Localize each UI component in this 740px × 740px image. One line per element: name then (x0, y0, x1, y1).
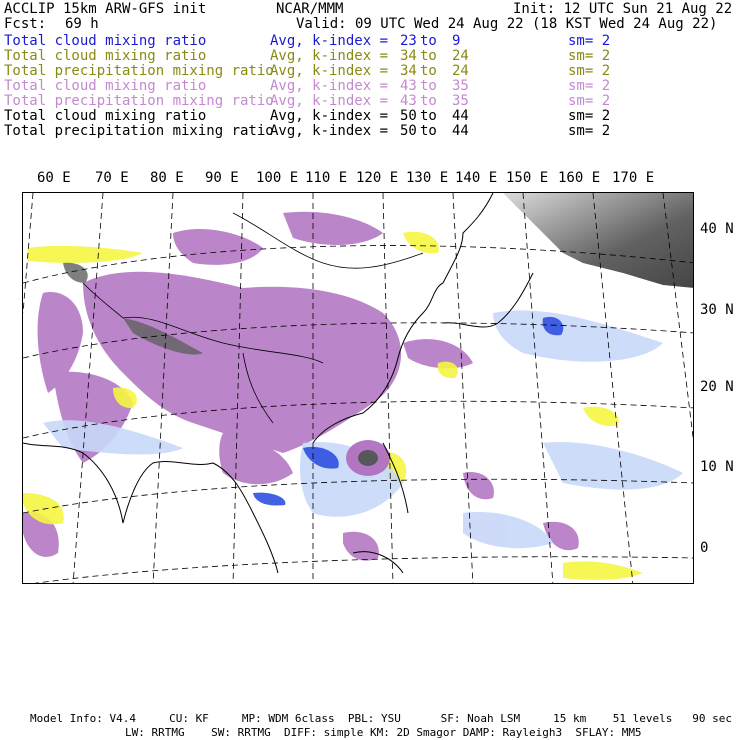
legend-k-to: 24 (452, 48, 469, 64)
legend-smoothing: sm= 2 (568, 78, 611, 94)
longitude-label: 60 E (37, 170, 71, 186)
longitude-label: 110 E (305, 170, 348, 186)
legend-k-to: 24 (452, 63, 469, 79)
legend-smoothing: sm= 2 (568, 108, 611, 124)
legend-k-from: 50 (400, 123, 417, 139)
longitude-label: 120 E (356, 170, 399, 186)
model-info-line1: Model Info: V4.4 CU: KF MP: WDM 6class PBL: YSU SF: Noah LSM 15 km 51 levels 90 sec (30, 712, 732, 725)
legend-average-label: Avg, k-index = (270, 93, 389, 109)
cloud-mass-northeast (503, 193, 694, 288)
legend-smoothing: sm= 2 (568, 123, 611, 139)
longitude-label: 160 E (558, 170, 601, 186)
longitude-label: 70 E (95, 170, 129, 186)
legend-field-name: Total cloud mixing ratio (4, 48, 207, 64)
forecast-label: Fcst: (4, 16, 47, 32)
legend-k-to: 44 (452, 108, 469, 124)
model-title: ACCLIP 15km ARW-GFS init (4, 1, 207, 17)
latitude-label: 30 N (700, 302, 734, 318)
latitude-label: 20 N (700, 379, 734, 395)
latitude-label: 40 N (700, 221, 734, 237)
legend-to: to (420, 123, 437, 139)
map-svg (23, 193, 694, 584)
legend-smoothing: sm= 2 (568, 93, 611, 109)
legend-to: to (420, 78, 437, 94)
longitude-label: 90 E (205, 170, 239, 186)
legend-k-to: 44 (452, 123, 469, 139)
legend-k-from: 50 (400, 108, 417, 124)
legend-average-label: Avg, k-index = (270, 78, 389, 94)
legend-average-label: Avg, k-index = (270, 33, 389, 49)
legend-field-name: Total precipitation mixing ratio (4, 93, 274, 109)
legend-to: to (420, 48, 437, 64)
model-info-line2: LW: RRTMG SW: RRTMG DIFF: simple KM: 2D Smagor DAMP: Rayleigh3 SFLAY: MM5 (125, 726, 642, 739)
map-panel (22, 192, 694, 584)
longitude-label: 170 E (612, 170, 655, 186)
legend-average-label: Avg, k-index = (270, 63, 389, 79)
legend-smoothing: sm= 2 (568, 33, 611, 49)
legend-k-from: 23 (400, 33, 417, 49)
typhoon-cloud (346, 440, 390, 476)
latitude-label: 0 (700, 540, 709, 556)
longitude-label: 130 E (406, 170, 449, 186)
forecast-hour: 69 h (65, 16, 99, 32)
legend-to: to (420, 93, 437, 109)
init-time: Init: 12 UTC Sun 21 Aug 22 (513, 1, 733, 17)
center-label: NCAR/MMM (276, 1, 344, 17)
legend-k-from: 43 (400, 93, 417, 109)
legend-field-name: Total precipitation mixing ratio (4, 123, 274, 139)
legend-k-from: 43 (400, 78, 417, 94)
legend-smoothing: sm= 2 (568, 48, 611, 64)
legend-field-name: Total cloud mixing ratio (4, 78, 207, 94)
latitude-label: 10 N (700, 459, 734, 475)
legend-smoothing: sm= 2 (568, 63, 611, 79)
legend-average-label: Avg, k-index = (270, 108, 389, 124)
legend-average-label: Avg, k-index = (270, 48, 389, 64)
legend-to: to (420, 108, 437, 124)
legend-average-label: Avg, k-index = (270, 123, 389, 139)
legend-to: to (420, 63, 437, 79)
longitude-label: 150 E (506, 170, 549, 186)
longitude-label: 140 E (455, 170, 498, 186)
high-level-cloud-layer (23, 212, 579, 561)
legend-field-name: Total cloud mixing ratio (4, 33, 207, 49)
legend-field-name: Total cloud mixing ratio (4, 108, 207, 124)
legend-k-to: 35 (452, 78, 469, 94)
legend-to: to (420, 33, 437, 49)
legend-k-to: 35 (452, 93, 469, 109)
longitude-label: 80 E (150, 170, 184, 186)
legend-k-from: 34 (400, 48, 417, 64)
valid-time: Valid: 09 UTC Wed 24 Aug 22 (18 KST Wed 24 Aug 22) (296, 16, 718, 32)
legend-k-from: 34 (400, 63, 417, 79)
longitude-label: 100 E (256, 170, 299, 186)
legend-k-to: 9 (452, 33, 461, 49)
legend-field-name: Total precipitation mixing ratio (4, 63, 274, 79)
